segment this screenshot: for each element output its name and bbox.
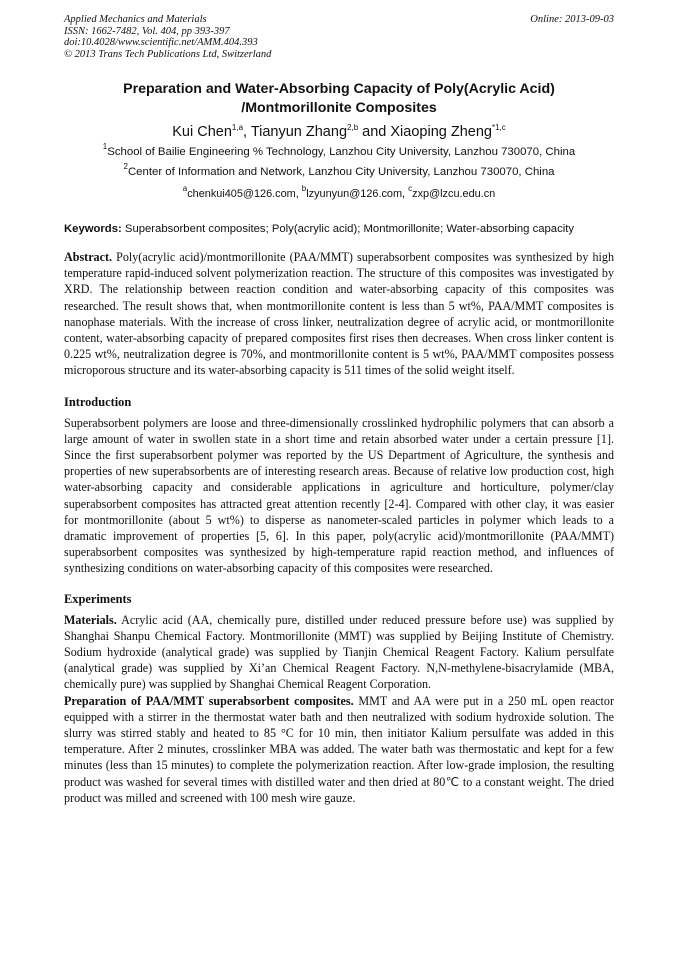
online-date: Online: 2013-09-03 bbox=[530, 14, 614, 25]
journal-doi: doi:10.4028/www.scientific.net/AMM.404.393 bbox=[64, 37, 258, 48]
introduction-paragraph: Superabsorbent polymers are loose and three-dimensionally crosslinked hydrophilic polymers that can absorb a large amount of water in swollen state in a short time and retain absorbed water under a certain pressure [1]. Since the first superabsorbent polymer was reported by the US Department of Agriculture, the synthesis and properties of new superabsorbents are of interesting research areas. Because of relative low production cost, high water-absorbing capacity and considerable applications in agriculture and horticulture, polymer/clay superabsorbent composites has attracted great attention recently [2-4]. Compared with other clay, it was easier for montmorillonite (about 5 wt%) to disperse as nanometer-scaled particles in polymer which leads to a dramatic improvement of properties [5, 6]. In this paper, poly(acrylic acid)/montmorillonite (PAA/MMT) superabsorbent composites was synthesized by high-temperature rapid reaction method, and influences of synthesizing conditions on water-absorbing capacity of this composites were researched. bbox=[64, 415, 614, 576]
preparation-paragraph bbox=[64, 693, 614, 806]
section-heading-introduction: Introduction bbox=[64, 394, 132, 409]
title-line-1: Preparation and Water-Absorbing Capacity of Poly(Acrylic Acid) bbox=[123, 81, 555, 97]
section-heading-experiments: Experiments bbox=[64, 591, 132, 606]
affiliation-1 bbox=[64, 142, 614, 162]
abstract-text: Poly(acrylic acid)/montmorillonite (PAA/MMT) superabsorbent composites was synthesized by high temperature rapid-induced solvent polymerization reaction. The structure of this composites was investigated by XRD. The relationship between reaction condition and water-absorbing capacity of this composites was researched. The result shows that, when montmorillonite content is less than 5 wt%, PAA/MMT composites is nanophase materials. With the increase of cross linker, neutralization degree of acrylic acid, or montmorillonite content, water-absorbing capacity of prepared composites first rises then decreases. When cross linker content is 0.225 wt%, neutralization degree is 70%, and montmorillonite content is 5 wt%, PAA/MMT composites possess microporous structure and its water-absorbing capacity is 511 times of the solid weight itself. bbox=[64, 250, 614, 378]
journal-info bbox=[64, 14, 271, 60]
affiliation-2 bbox=[64, 162, 614, 182]
email-address: chenkui405@126.com, bbox=[187, 188, 302, 200]
affiliation-superscript: 2 bbox=[123, 162, 128, 171]
materials-paragraph bbox=[64, 612, 614, 693]
affiliation-text: School of Bailie Engineering % Technology, Lanzhou City University, Lanzhou 730070, China bbox=[107, 146, 576, 158]
journal-issn: ISSN: 1662-7482, Vol. 404, pp 393-397 bbox=[64, 25, 230, 37]
author-name: Kui Chen bbox=[172, 124, 232, 140]
preparation-label: Preparation of PAA/MMT superabsorbent composites. bbox=[64, 693, 354, 708]
paper-title bbox=[64, 80, 614, 118]
author-name: Xiaoping Zheng bbox=[390, 124, 492, 140]
affiliation-superscript: 1 bbox=[102, 142, 108, 151]
email-address: lzyunyun@126.com, bbox=[306, 188, 409, 200]
author-superscript: *1,c bbox=[491, 123, 506, 132]
materials-label: Materials. bbox=[64, 612, 117, 627]
materials-text: Acrylic acid (AA, chemically pure, distilled under reduced pressure before use) was supplied by Shanghai Shanpu Chemical Factory. Montmorillonite (MMT) was supplied by Beijing Institute of Chemistry. Sodium hydroxide (analytical grade) was supplied by Tianjin Chemical Reagent Factory. Kalium persulfate (analytical grade) was supplied by Xi’an Chemical Reagent Factory. N,N-methylene-bisacrylamide (MBA, chemically pure) was supplied by Shanghai Chemical Reagent Corporation. bbox=[64, 612, 614, 692]
affiliation-text: Center of Information and Network, Lanzhou City University, Lanzhou 730070, China bbox=[127, 166, 555, 178]
title-line-2: /Montmorillonite Composites bbox=[241, 100, 437, 116]
author-superscript: 2,b bbox=[347, 123, 359, 132]
email-superscript: b bbox=[301, 184, 307, 193]
email-superscript: a bbox=[182, 184, 188, 193]
keywords-label: Keywords: bbox=[64, 223, 122, 235]
paper-page bbox=[64, 14, 614, 806]
abstract-label: Abstract. bbox=[64, 250, 113, 264]
author-emails bbox=[64, 184, 614, 204]
journal-copyright: © 2013 Trans Tech Publications Ltd, Switzerland bbox=[64, 48, 272, 60]
abstract bbox=[64, 249, 614, 379]
email-superscript: c bbox=[408, 184, 413, 193]
author-name: Tianyun Zhang bbox=[250, 124, 348, 140]
email-address: zxp@lzcu.edu.cn bbox=[412, 188, 496, 200]
running-header bbox=[64, 14, 614, 60]
preparation-text: MMT and AA were put in a 250 mL open reactor equipped with a stirrer in the thermostat water bath and then neutralized with sodium hydroxide solution. The slurry was stirred stably and heated to 85 °C for 10 min, then initiator Kalium persulfate was added in this temperature. After 2 minutes, crosslinker MBA was added. The water bath was thermostatic and kept for a few minutes (less than 15 minutes) to complete the polymerization reaction. After low-grade implosion, the resulting product was washed for several times with distilled water and then dried at 80℃ to a constant weight. The dried product was milled and screened with 100 mesh wire gauze. bbox=[64, 693, 614, 805]
author-superscript: 1,a bbox=[231, 123, 244, 132]
keywords bbox=[64, 222, 614, 236]
author-separator: , bbox=[243, 124, 251, 140]
author-separator: and bbox=[358, 124, 391, 140]
keywords-text: Superabsorbent composites; Poly(acrylic acid); Montmorillonite; Water-absorbing capacity bbox=[121, 223, 575, 235]
author-list bbox=[64, 122, 614, 142]
journal-name: Applied Mechanics and Materials bbox=[64, 14, 207, 25]
